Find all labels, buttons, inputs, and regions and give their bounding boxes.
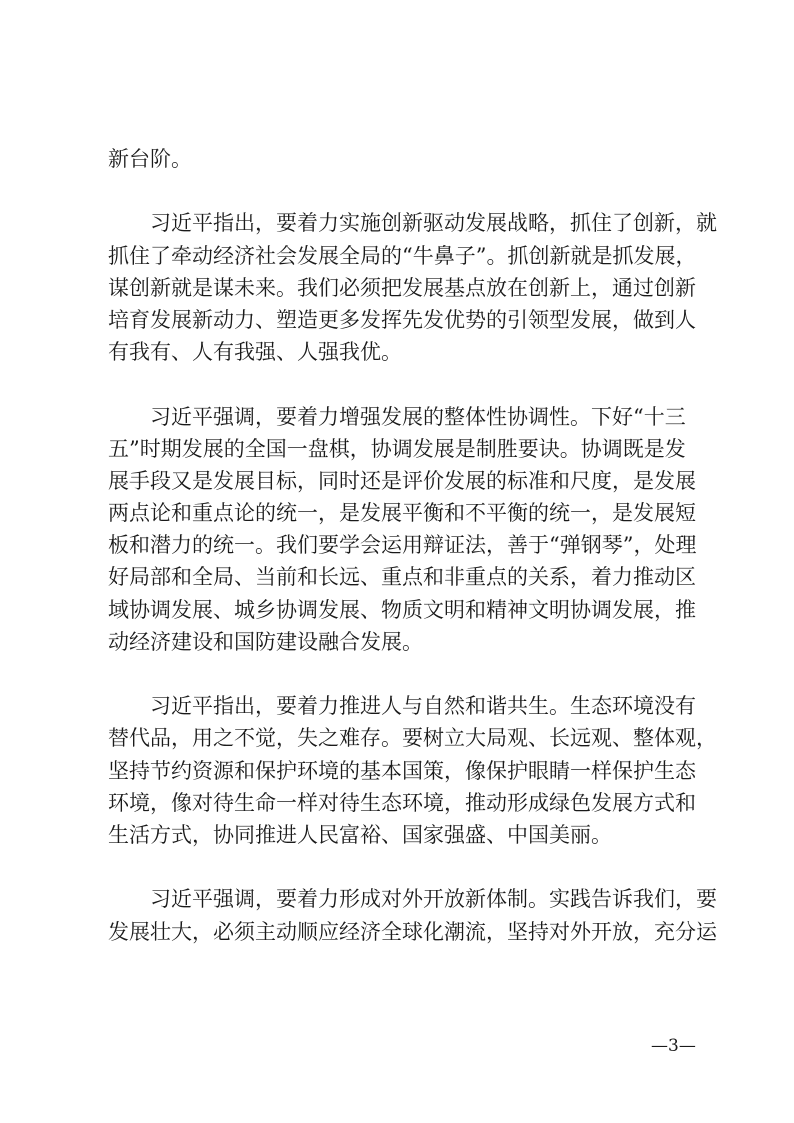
text-line: 习近平指出，要着力推进人与自然和谐共生。生态环境没有 bbox=[150, 694, 696, 719]
text-line: 习近平指出，要着力实施创新驱动发展战略，抓住了创新，就 bbox=[150, 211, 717, 236]
body-text bbox=[108, 143, 717, 948]
text-line: 展手段又是发展目标，同时还是评价发展的标准和尺度，是发展 bbox=[108, 468, 696, 493]
text-line: 谋创新就是谋未来。我们必须把发展基点放在创新上，通过创新 bbox=[108, 275, 696, 300]
text-line: 新台阶。 bbox=[108, 147, 192, 171]
text-line: 生活方式，协同推进人民富裕、国家强盛、中国美丽。 bbox=[108, 822, 612, 847]
text-line: 好局部和全局、当前和长远、重点和非重点的关系，着力推动区 bbox=[108, 565, 696, 590]
text-line: 发展壮大，必须主动顺应经济全球化潮流，坚持对外开放，充分运 bbox=[108, 919, 717, 944]
text-line: 五”时期发展的全国一盘棋，协调发展是制胜要诀。协调既是发 bbox=[108, 436, 686, 461]
text-line: 坚持节约资源和保护环境的基本国策，像保护眼睛一样保护生态 bbox=[108, 758, 696, 783]
text-line: 抓住了牵动经济社会发展全局的“牛鼻子”。抓创新就是抓发展， bbox=[108, 243, 697, 268]
text-line: 动经济建设和国防建设融合发展。 bbox=[108, 629, 423, 654]
text-line: 环境，像对待生命一样对待生态环境，推动形成绿色发展方式和 bbox=[108, 790, 696, 815]
text-line: 有我有、人有我强、人强我优。 bbox=[108, 340, 402, 365]
text-line: 板和潜力的统一。我们要学会运用辩证法，善于“弹钢琴”，处理 bbox=[108, 533, 697, 558]
text-line: 域协调发展、城乡协调发展、物质文明和精神文明协调发展，推 bbox=[108, 597, 696, 622]
text-line: 习近平强调，要着力形成对外开放新体制。实践告诉我们，要 bbox=[150, 887, 717, 912]
text-line: 习近平强调，要着力增强发展的整体性协调性。下好“十三 bbox=[150, 404, 686, 429]
text-line: 替代品，用之不觉，失之难存。要树立大局观、长远观、整体观， bbox=[108, 726, 717, 751]
page-number: —3— bbox=[651, 1036, 696, 1056]
text-line: 两点论和重点论的统一，是发展平衡和不平衡的统一，是发展短 bbox=[108, 501, 696, 526]
text-line: 培育发展新动力、塑造更多发挥先发优势的引领型发展，做到人 bbox=[108, 307, 696, 332]
